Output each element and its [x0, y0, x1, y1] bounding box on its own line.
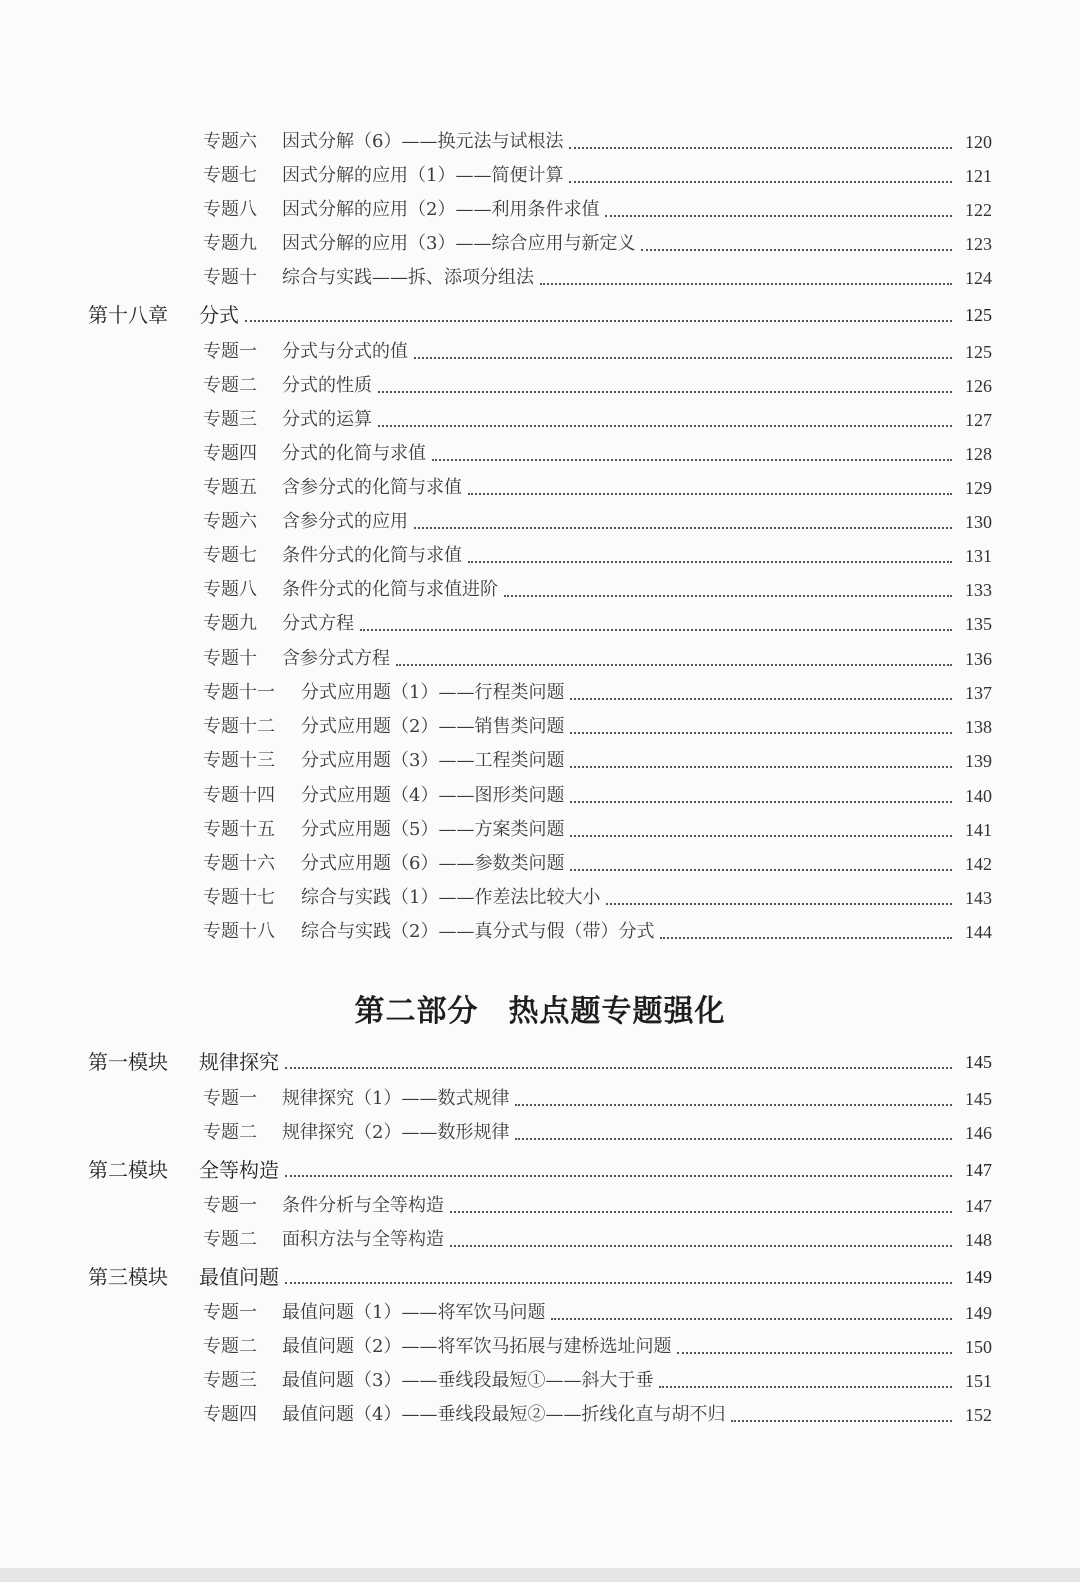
- toc-entry[interactable]: [0, 1366, 1080, 1396]
- toc-entry[interactable]: [0, 229, 1080, 259]
- dot-leader: [570, 869, 952, 871]
- entry-title: 分式方程: [282, 613, 354, 634]
- toc-entry[interactable]: [0, 541, 1080, 571]
- page-number: 130: [965, 512, 992, 532]
- entry-title: 最值问题（4）——垂线段最短②——折线化直与胡不归: [282, 1404, 726, 1425]
- toc-entry[interactable]: [0, 746, 1080, 776]
- toc-entry[interactable]: [0, 575, 1080, 605]
- entry-number: 专题十: [203, 648, 257, 669]
- dot-leader: [570, 835, 952, 837]
- dot-leader: [396, 664, 952, 666]
- page-number: 137: [965, 683, 992, 703]
- entry-title: 面积方法与全等构造: [282, 1229, 444, 1250]
- dot-leader: [515, 1138, 952, 1140]
- entry-number: 专题六: [203, 131, 257, 152]
- dot-leader: [432, 459, 952, 461]
- dot-leader: [468, 493, 952, 495]
- toc-module-entry[interactable]: [0, 1155, 1080, 1185]
- page-number: 122: [965, 200, 992, 220]
- page-bottom-edge: [0, 1568, 1080, 1582]
- dot-leader: [285, 1067, 952, 1069]
- entry-title: 分式与分式的值: [282, 341, 408, 362]
- chapter-number: 第十八章: [88, 303, 168, 327]
- toc-entry[interactable]: [0, 507, 1080, 537]
- dot-leader: [285, 1175, 952, 1177]
- entry-title: 综合与实践（2）——真分式与假（带）分式: [301, 921, 655, 942]
- toc-entry[interactable]: [0, 1400, 1080, 1430]
- toc-entry[interactable]: [0, 712, 1080, 742]
- dot-leader: [605, 215, 952, 217]
- toc-entry[interactable]: [0, 1118, 1080, 1148]
- page-number: 129: [965, 478, 992, 498]
- entry-number: 专题四: [203, 443, 257, 464]
- module-title: 规律探究: [199, 1050, 279, 1074]
- entry-title: 最值问题（3）——垂线段最短①——斜大于垂: [282, 1370, 654, 1391]
- module-number: 第二模块: [88, 1158, 168, 1182]
- dot-leader: [540, 283, 952, 285]
- toc-entry[interactable]: [0, 263, 1080, 293]
- entry-title: 规律探究（1）——数式规律: [282, 1088, 510, 1109]
- entry-number: 专题七: [203, 545, 257, 566]
- dot-leader: [569, 147, 952, 149]
- entry-number: 专题八: [203, 579, 257, 600]
- entry-title: 分式应用题（2）——销售类问题: [301, 716, 565, 737]
- entry-title: 分式的运算: [282, 409, 372, 430]
- page-number: 133: [965, 580, 992, 600]
- dot-leader: [285, 1282, 952, 1284]
- part-label: 第二部分: [354, 994, 479, 1029]
- entry-number: 专题二: [203, 1336, 257, 1357]
- toc-entry[interactable]: [0, 917, 1080, 947]
- toc-module-entry[interactable]: [0, 1047, 1080, 1077]
- entry-number: 专题九: [203, 613, 257, 634]
- page-number: 141: [965, 820, 992, 840]
- entry-title: 综合与实践——拆、添项分组法: [282, 267, 534, 288]
- toc-entry[interactable]: [0, 161, 1080, 191]
- page-number: 135: [965, 614, 992, 634]
- entry-number: 专题十四: [203, 785, 275, 806]
- page-number: 139: [965, 751, 992, 771]
- entry-number: 专题一: [203, 341, 257, 362]
- entry-number: 专题十二: [203, 716, 275, 737]
- dot-leader: [677, 1352, 952, 1354]
- entry-title: 条件分式的化简与求值进阶: [282, 579, 498, 600]
- dot-leader: [731, 1420, 952, 1422]
- toc-entry[interactable]: [0, 644, 1080, 674]
- toc-chapter-entry[interactable]: [0, 300, 1080, 330]
- toc-entry[interactable]: [0, 678, 1080, 708]
- page-number: 143: [965, 888, 992, 908]
- toc-entry[interactable]: [0, 1332, 1080, 1362]
- entry-title: 分式的性质: [282, 375, 372, 396]
- toc-entry[interactable]: [0, 405, 1080, 435]
- toc-entry[interactable]: [0, 127, 1080, 157]
- entry-number: 专题一: [203, 1088, 257, 1109]
- entry-title: 含参分式方程: [282, 648, 390, 669]
- dot-leader: [504, 595, 952, 597]
- entry-number: 专题十七: [203, 887, 275, 908]
- toc-entry[interactable]: [0, 1084, 1080, 1114]
- entry-title: 因式分解的应用（1）——简便计算: [282, 165, 564, 186]
- toc-module-entry[interactable]: [0, 1262, 1080, 1292]
- part-two-heading: [0, 986, 1080, 1030]
- dot-leader: [570, 801, 952, 803]
- entry-number: 专题四: [203, 1404, 257, 1425]
- toc-entry[interactable]: [0, 781, 1080, 811]
- toc-entry[interactable]: [0, 849, 1080, 879]
- entry-number: 专题十: [203, 267, 257, 288]
- entry-title: 条件分析与全等构造: [282, 1195, 444, 1216]
- page-number: 151: [965, 1371, 992, 1391]
- entry-number: 专题七: [203, 165, 257, 186]
- entry-number: 专题二: [203, 1122, 257, 1143]
- entry-number: 专题三: [203, 409, 257, 430]
- page-number: 147: [965, 1160, 992, 1180]
- entry-title: 因式分解的应用（3）——综合应用与新定义: [282, 233, 636, 254]
- dot-leader: [450, 1211, 952, 1213]
- page-number: 138: [965, 717, 992, 737]
- entry-title: 综合与实践（1）——作差法比较大小: [301, 887, 601, 908]
- toc-entry[interactable]: [0, 1298, 1080, 1328]
- dot-leader: [378, 391, 952, 393]
- toc-entry[interactable]: [0, 609, 1080, 639]
- entry-title: 含参分式的化简与求值: [282, 477, 462, 498]
- entry-number: 专题十一: [203, 682, 275, 703]
- page-number: 146: [965, 1123, 992, 1143]
- entry-number: 专题十五: [203, 819, 275, 840]
- dot-leader: [641, 249, 952, 251]
- page-number: 136: [965, 649, 992, 669]
- page-number: 149: [965, 1267, 992, 1287]
- page-number: 120: [965, 132, 992, 152]
- page-number: 121: [965, 166, 992, 186]
- entry-number: 专题十三: [203, 750, 275, 771]
- entry-number: 专题三: [203, 1370, 257, 1391]
- dot-leader: [660, 937, 952, 939]
- dot-leader: [515, 1104, 952, 1106]
- entry-title: 因式分解（6）——换元法与试根法: [282, 131, 564, 152]
- entry-title: 分式应用题（5）——方案类问题: [301, 819, 565, 840]
- entry-number: 专题一: [203, 1302, 257, 1323]
- dot-leader: [606, 903, 952, 905]
- module-title: 最值问题: [199, 1265, 279, 1289]
- entry-title: 分式的化简与求值: [282, 443, 426, 464]
- dot-leader: [414, 357, 952, 359]
- dot-leader: [414, 527, 952, 529]
- entry-title: 分式应用题（4）——图形类问题: [301, 785, 565, 806]
- toc-entry[interactable]: [0, 1225, 1080, 1255]
- dot-leader: [570, 698, 952, 700]
- entry-title: 分式应用题（6）——参数类问题: [301, 853, 565, 874]
- entry-number: 专题五: [203, 477, 257, 498]
- entry-number: 专题十八: [203, 921, 275, 942]
- entry-title: 分式应用题（3）——工程类问题: [301, 750, 565, 771]
- dot-leader: [570, 732, 952, 734]
- entry-title: 因式分解的应用（2）——利用条件求值: [282, 199, 600, 220]
- entry-number: 专题八: [203, 199, 257, 220]
- toc-entry[interactable]: [0, 337, 1080, 367]
- entry-number: 专题二: [203, 375, 257, 396]
- page-number: 123: [965, 234, 992, 254]
- entry-title: 最值问题（2）——将军饮马拓展与建桥选址问题: [282, 1336, 672, 1357]
- toc-entry[interactable]: [0, 473, 1080, 503]
- dot-leader: [450, 1245, 952, 1247]
- entry-number: 专题二: [203, 1229, 257, 1250]
- dot-leader: [378, 425, 952, 427]
- entry-title: 条件分式的化简与求值: [282, 545, 462, 566]
- page-number: 127: [965, 410, 992, 430]
- module-number: 第三模块: [88, 1265, 168, 1289]
- dot-leader: [360, 629, 952, 631]
- dot-leader: [551, 1318, 952, 1320]
- page-number: 126: [965, 376, 992, 396]
- toc-entry[interactable]: [0, 371, 1080, 401]
- page-number: 145: [965, 1052, 992, 1072]
- page-number: 140: [965, 786, 992, 806]
- module-title: 全等构造: [199, 1158, 279, 1182]
- toc-entry[interactable]: [0, 195, 1080, 225]
- toc-entry[interactable]: [0, 815, 1080, 845]
- part-title: 热点题专题强化: [508, 994, 726, 1029]
- dot-leader: [659, 1386, 952, 1388]
- page-number: 152: [965, 1405, 992, 1425]
- entry-title: 分式应用题（1）——行程类问题: [301, 682, 565, 703]
- page-number: 125: [965, 342, 992, 362]
- page-number: 150: [965, 1337, 992, 1357]
- dot-leader: [245, 320, 952, 322]
- page-number: 144: [965, 922, 992, 942]
- page-number: 147: [965, 1196, 992, 1216]
- entry-title: 最值问题（1）——将军饮马问题: [282, 1302, 546, 1323]
- page-number: 125: [965, 305, 992, 325]
- dot-leader: [468, 561, 952, 563]
- page-number: 142: [965, 854, 992, 874]
- chapter-title: 分式: [199, 303, 239, 327]
- page-number: 149: [965, 1303, 992, 1323]
- toc-entry[interactable]: [0, 883, 1080, 913]
- entry-title: 规律探究（2）——数形规律: [282, 1122, 510, 1143]
- dot-leader: [570, 766, 952, 768]
- page-number: 148: [965, 1230, 992, 1250]
- page-number: 131: [965, 546, 992, 566]
- entry-number: 专题六: [203, 511, 257, 532]
- entry-title: 含参分式的应用: [282, 511, 408, 532]
- module-number: 第一模块: [88, 1050, 168, 1074]
- toc-entry[interactable]: [0, 439, 1080, 469]
- page-number: 124: [965, 268, 992, 288]
- page-number: 145: [965, 1089, 992, 1109]
- dot-leader: [569, 181, 952, 183]
- toc-entry[interactable]: [0, 1191, 1080, 1221]
- entry-number: 专题一: [203, 1195, 257, 1216]
- entry-number: 专题九: [203, 233, 257, 254]
- page-number: 128: [965, 444, 992, 464]
- entry-number: 专题十六: [203, 853, 275, 874]
